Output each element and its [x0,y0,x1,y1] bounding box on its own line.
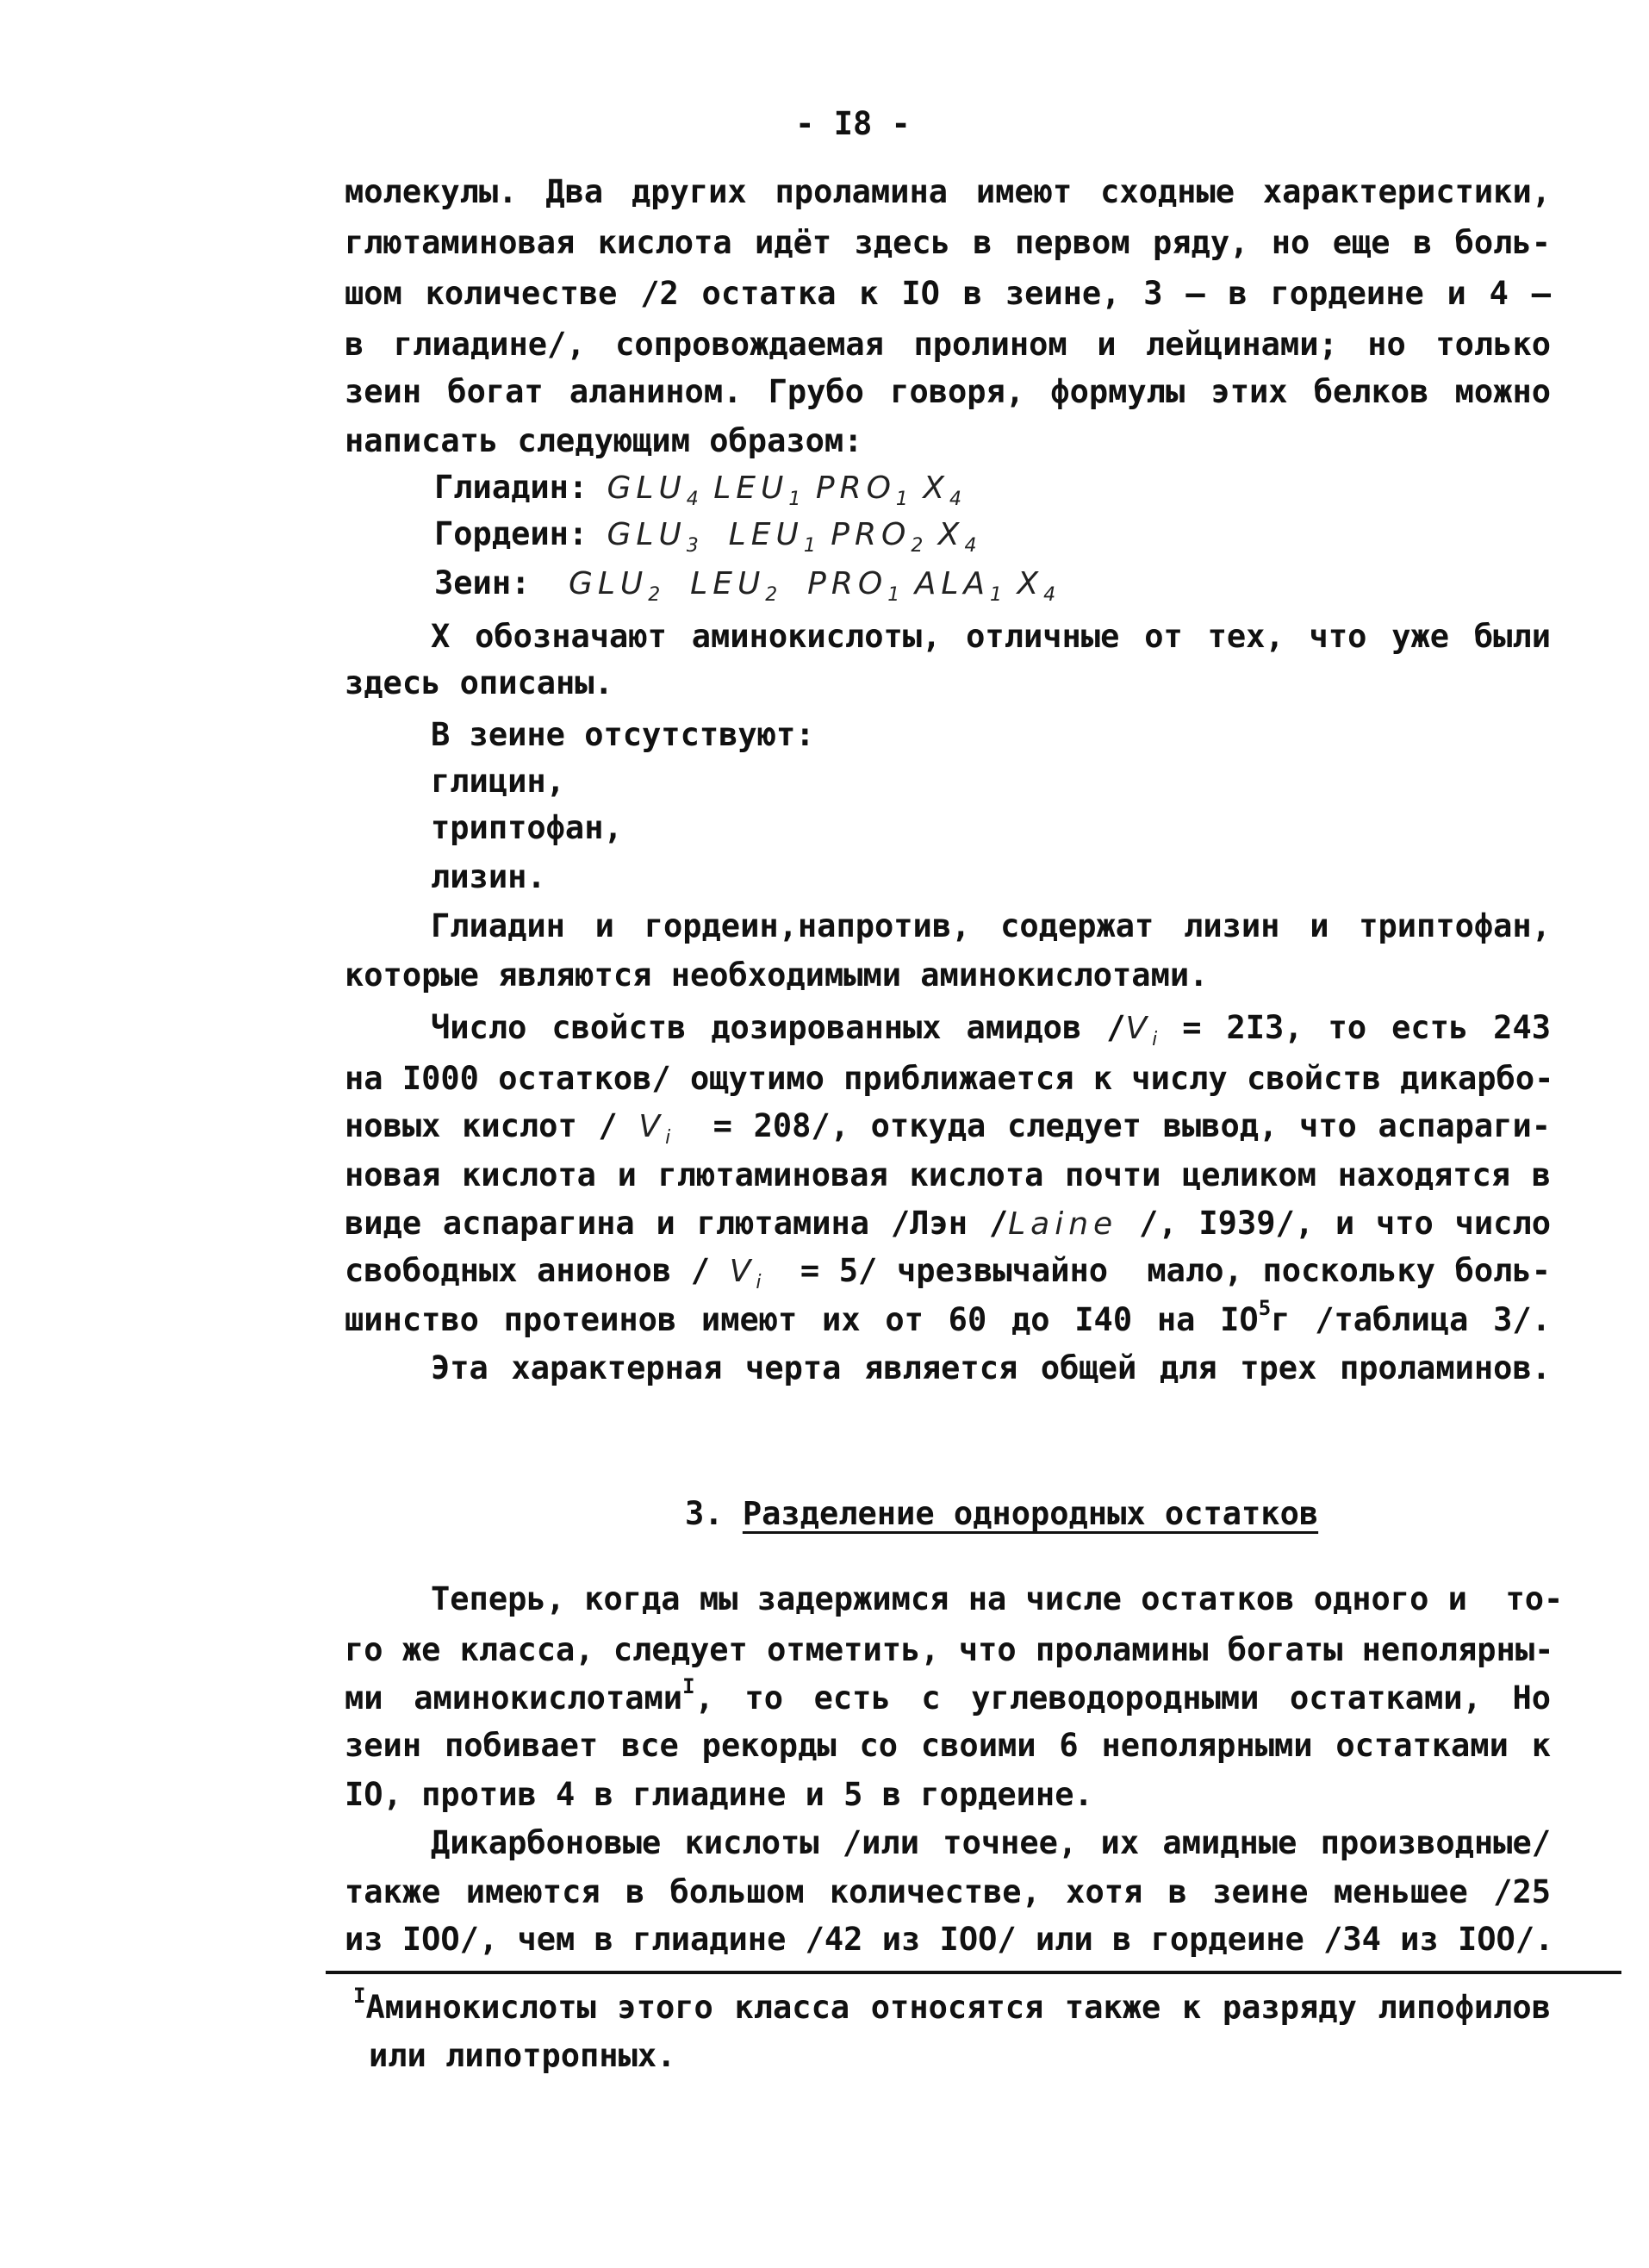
text: = 5/ чрезвычайно мало, поскольку боль- [761,1252,1551,1289]
superscript: 5 [1258,1296,1272,1320]
text: глютаминовая кислота идёт здесь в первом ряду, но еще в боль- [345,224,1551,261]
text: ми аминокислотами [345,1679,683,1717]
footnote-line [353,1984,1551,2028]
subscript: 4 [1043,584,1056,607]
subscript: 4 [949,489,962,511]
text: здесь описаны. [345,664,613,701]
body-line [431,1348,1551,1389]
text: виде аспарагина и глютамина /Лэн / [345,1205,1009,1242]
section-line [345,1919,1553,1960]
text: Теперь, когда мы задержимся на числе остатков одного и то- [431,1580,1564,1617]
handwritten-text: V [1125,1011,1153,1046]
text: = 2I3, то есть 243 [1157,1009,1551,1046]
text: из IOO/, чем в глиадине /42 из IOO/ или в гордеине /34 из IOO/. [345,1921,1554,1958]
text: в глиадине/, сопровождаемая пролином и лейцинами; но только [345,326,1551,363]
body-line [431,616,1551,657]
text: глицин, [431,763,565,800]
text: , то есть с углеводородными остатками, Но [694,1679,1551,1717]
handwritten-insert [899,566,1003,607]
handwritten-insert [698,470,801,511]
body-line [434,514,976,556]
handwritten-text: X [923,517,965,552]
footnote-divider [326,1971,1621,1974]
handwritten-insert [660,566,778,607]
body-line [345,955,1208,996]
subscript: 1 [803,535,816,558]
text: Аминокислоты этого класса относятся также к разряду липофилов [365,1989,1551,2026]
text: новая кислота и глютаминовая кислота почти целиком находятся в [345,1156,1551,1193]
text: шинство протеинов имеют их от 60 до I40 на IO [345,1301,1259,1338]
handwritten-text: X [1002,566,1044,601]
body-line [431,761,565,802]
handwritten-insert [800,470,908,511]
body-line [431,906,1551,947]
section-line [345,1629,1553,1671]
text: X обозначают аминокислоты, отличные от тех, что уже были [431,618,1551,655]
body-line [345,371,1551,413]
body-line [431,1007,1551,1050]
handwritten-insert [607,470,699,511]
footnote-line [369,2035,675,2077]
text: Эта характерная черта является общей для трех проламинов. [431,1349,1551,1386]
handwritten-insert [907,470,962,511]
handwritten-text: GLU [568,566,649,601]
subscript: 1 [990,584,1003,607]
text: свободных анионов / [345,1252,730,1289]
text: написать следующим образом: [345,422,863,459]
handwritten-insert [607,517,699,558]
text: или липотропных. [369,2037,676,2074]
section-line [345,1674,1551,1719]
body-line [431,714,815,756]
text: зеин богат аланином. Грубо говоря, формулы этих белков можно [345,373,1551,410]
handwritten-insert [1008,1206,1117,1242]
section-heading [685,1495,1318,1532]
handwritten-insert [1125,1011,1158,1051]
page-number: - I8 - [795,105,911,142]
body-line [345,1058,1553,1100]
text: шом количестве /2 остатка к IO в зеине, 3 – в гордеине и 4 – [345,275,1551,312]
body-line [345,1203,1551,1245]
body-line [345,1250,1551,1293]
body-line [345,1106,1551,1148]
body-line [431,807,623,849]
subscript: 2 [911,535,924,558]
text: также имеются в большом количестве, хотя в зеине меньшее /25 [345,1873,1551,1910]
section-line [431,1822,1551,1864]
text: на I000 остатков/ ощутимо приближается к числу свойств дикарбо- [345,1060,1554,1097]
handwritten-insert [638,1109,671,1150]
subscript: 2 [765,584,778,607]
section-title: Разделение однородных остатков [742,1495,1319,1532]
text: молекулы. Два других проламина имеют сходные характеристики, [345,173,1551,210]
handwritten-insert [568,566,661,607]
text: Число свойств дозированных амидов / [431,1009,1126,1046]
subscript: 3 [686,535,699,558]
subscript: 4 [964,535,977,558]
handwritten-insert [923,517,977,558]
body-line [345,273,1551,315]
text: Глиадин: [434,469,607,506]
handwritten-text: LEU [660,566,766,601]
text: г /таблица 3/. [1271,1301,1551,1338]
handwritten-text: V [729,1254,756,1289]
handwritten-text: V [638,1109,666,1144]
text: лизин. [431,858,546,895]
text: Гордеин: [434,515,607,552]
text: Зеин: [434,564,569,601]
subscript: 2 [648,584,661,607]
text: новых кислот / [345,1107,639,1144]
subscript: 1 [887,584,900,607]
text: /, I939/, и что число [1117,1205,1551,1242]
handwritten-text: LEU [698,470,789,506]
handwritten-insert [815,517,924,558]
handwritten-insert [777,566,900,607]
handwritten-text: PRO [800,470,896,506]
handwritten-text: PRO [777,566,888,601]
superscript: I [353,1984,366,2008]
subscript: i [756,1272,762,1294]
section-line [431,1579,1563,1620]
section-line [345,1774,1093,1816]
body-line [434,563,1055,605]
handwritten-text: Laine [1008,1206,1118,1242]
body-line [345,222,1551,264]
subscript: 1 [788,489,801,511]
text: го же класса, следует отметить, что проламины богаты неполярны- [345,1631,1554,1668]
superscript: I [682,1674,695,1698]
handwritten-insert [1002,566,1056,607]
text: зеин побивает все рекорды со своими 6 неполярными остатками к [345,1727,1551,1764]
section-line [345,1872,1551,1913]
body-line [345,421,862,462]
handwritten-insert [729,1254,762,1294]
text: В зеине отсутствуют: [431,716,815,753]
text: триптофан, [431,809,623,846]
subscript: i [1152,1029,1158,1051]
text: IO, против 4 в глиадине и 5 в гордеине. [345,1776,1093,1813]
subscript: i [665,1127,671,1150]
handwritten-text: GLU [607,517,687,552]
body-line [434,467,961,509]
handwritten-text: LEU [698,517,804,552]
handwritten-text: X [907,470,950,506]
section-number: 3. [685,1495,724,1532]
body-line [345,324,1551,365]
body-line [431,857,546,898]
handwritten-text: GLU [607,470,687,506]
section-line [345,1725,1551,1766]
body-line [345,1155,1551,1196]
body-line [345,171,1551,213]
text: Дикарбоновые кислоты /или точнее, их амидные производные/ [431,1824,1551,1861]
handwritten-text: PRO [815,517,912,552]
text: которые являются необходимыми аминокислотами. [345,956,1209,994]
subscript: 1 [895,489,908,511]
text: Глиадин и гордеин,напротив, содержат лизин и триптофан, [431,907,1551,944]
handwritten-text: ALA [899,566,991,601]
body-line [345,1296,1551,1341]
text: = 208/, откуда следует вывод, что аспараги- [670,1107,1551,1144]
handwritten-insert [698,517,816,558]
subscript: 4 [686,489,699,511]
body-line [345,663,613,704]
